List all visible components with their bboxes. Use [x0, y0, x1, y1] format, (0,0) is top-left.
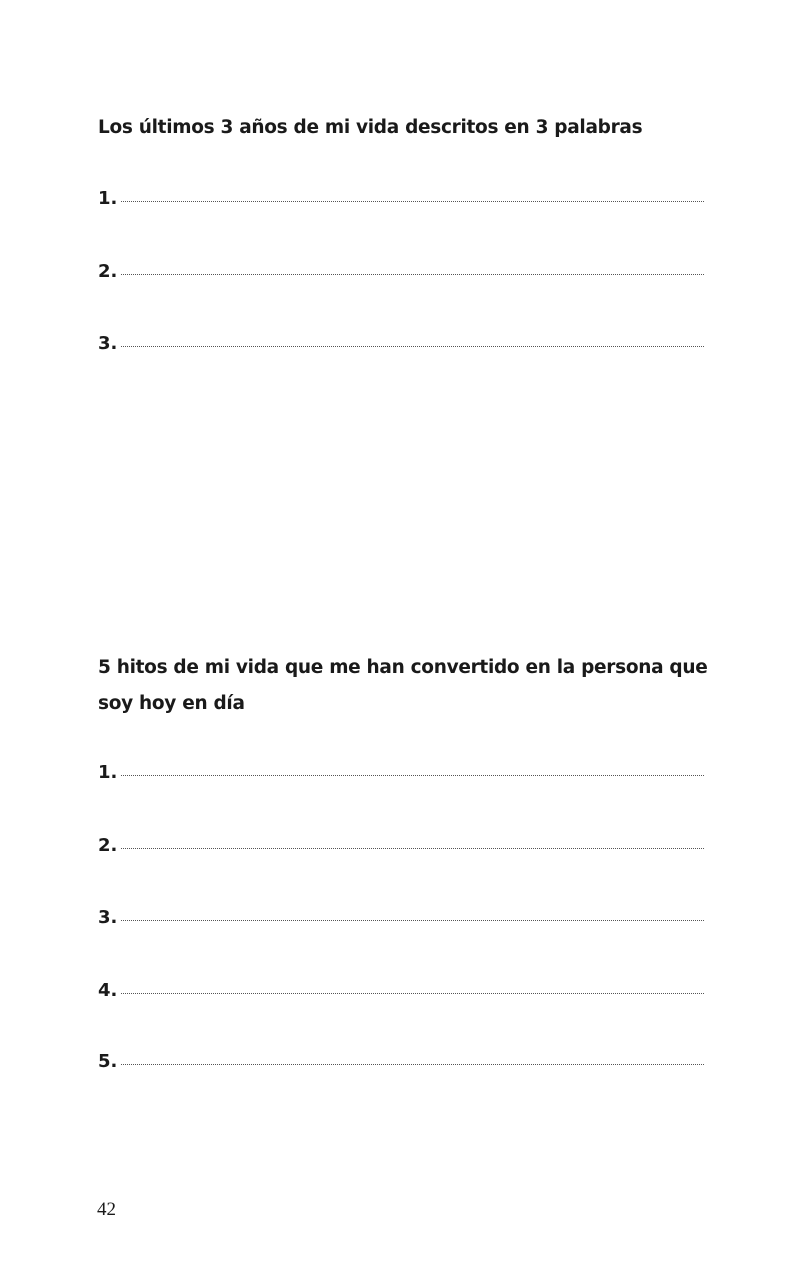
entry-number: 3.: [98, 333, 118, 354]
section-title-three-words: Los últimos 3 años de mi vida descritos en 3 palabras: [98, 117, 643, 138]
milestone-entry-4[interactable]: [98, 980, 704, 1006]
three-words-entry-2[interactable]: [98, 261, 704, 287]
dotted-answer-line[interactable]: [121, 775, 704, 776]
milestone-entry-1[interactable]: [98, 762, 704, 788]
page-number: 42: [97, 1199, 116, 1220]
dotted-answer-line[interactable]: [121, 848, 704, 849]
entry-number: 2.: [98, 835, 118, 856]
section-title-milestones: 5 hitos de mi vida que me han convertido en la persona que soy hoy en día: [98, 657, 708, 714]
dotted-answer-line[interactable]: [121, 993, 704, 994]
dotted-answer-line[interactable]: [121, 201, 704, 202]
milestone-entry-2[interactable]: [98, 835, 704, 861]
dotted-answer-line[interactable]: [121, 1064, 704, 1065]
dotted-answer-line[interactable]: [121, 346, 704, 347]
dotted-answer-line[interactable]: [121, 274, 704, 275]
three-words-entry-1[interactable]: [98, 188, 704, 214]
milestone-entry-5[interactable]: [98, 1051, 704, 1077]
entry-number: 1.: [98, 188, 118, 209]
entry-number: 5.: [98, 1051, 118, 1072]
dotted-answer-line[interactable]: [121, 920, 704, 921]
three-words-entry-3[interactable]: [98, 333, 704, 359]
entry-number: 4.: [98, 980, 118, 1001]
entry-number: 3.: [98, 907, 118, 928]
milestone-entry-3[interactable]: [98, 907, 704, 933]
entry-number: 2.: [98, 261, 118, 282]
entry-number: 1.: [98, 762, 118, 783]
